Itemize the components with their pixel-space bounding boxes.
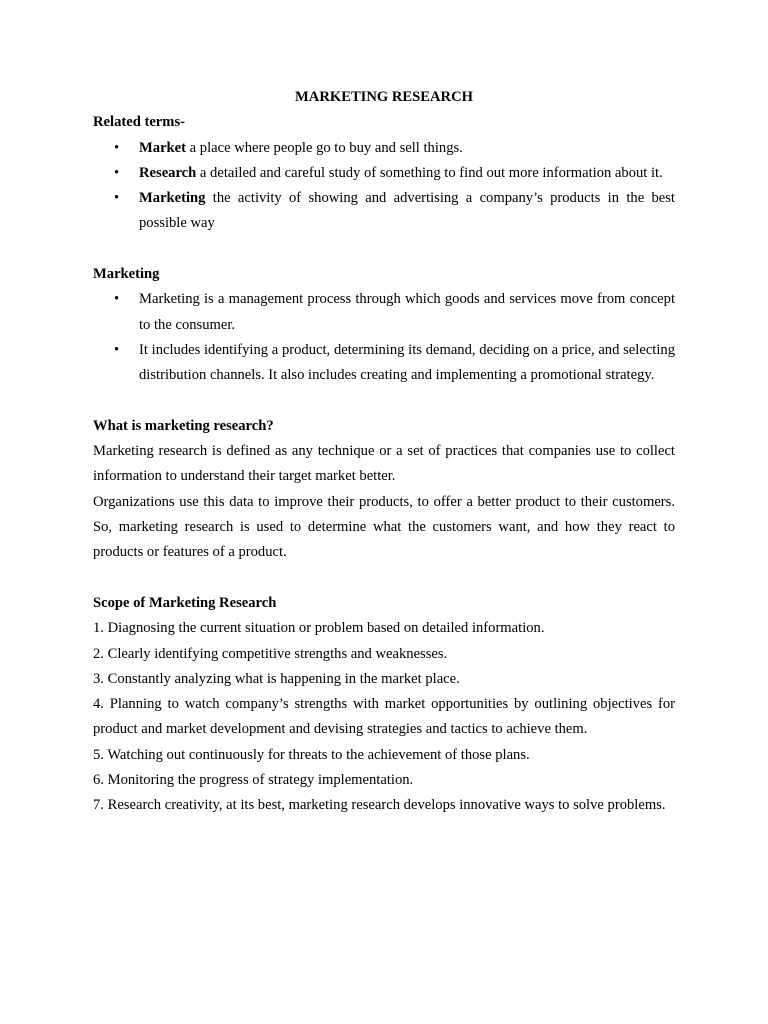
list-item: 7. Research creativity, at its best, marketing research develops innovative ways to solve problems. <box>93 797 666 814</box>
list-item <box>93 287 675 338</box>
paragraph: Organizations use this data to improve their products, to offer a better product to their customers. So, marketing research is used to determine what the customers want, and how they react to products or features of a product. <box>93 493 675 561</box>
marketing-heading: Marketing <box>93 266 160 283</box>
document-title: MARKETING RESEARCH <box>295 89 473 105</box>
list-item-text: It includes identifying a product, determining its demand, deciding on a price, and selecting distribution channels. It also includes creating and implementing a promotional strategy. <box>139 341 675 384</box>
list-item <box>93 338 675 389</box>
list-item <box>93 136 675 161</box>
list-item: 1. Diagnosing the current situation or problem based on detailed information. <box>93 620 545 637</box>
marketing-list <box>93 287 675 388</box>
related-terms-list <box>93 136 675 237</box>
term-label: Market <box>139 139 187 156</box>
bullet-icon: • <box>114 190 120 207</box>
bullet-icon: • <box>114 164 120 181</box>
paragraph: Marketing research is defined as any technique or a set of practices that companies use to collect information to understand their target market better. <box>93 443 675 485</box>
list-item <box>93 186 675 237</box>
term-definition: a place where people go to buy and sell things. <box>186 139 463 156</box>
spacer <box>93 389 675 414</box>
spacer <box>93 566 675 591</box>
term-definition: the activity of showing and advertising a company’s products in the best possible way <box>139 190 675 232</box>
spacer <box>93 237 675 262</box>
list-item: 3. Constantly analyzing what is happening in the market place. <box>93 670 460 687</box>
scope-heading: Scope of Marketing Research <box>93 594 277 611</box>
list-item-text: Marketing is a management process through which goods and services move from concept to the consumer. <box>139 291 675 333</box>
document-page <box>93 85 675 819</box>
list-item: 2. Clearly identifying competitive strengths and weaknesses. <box>93 645 448 662</box>
what-is-heading: What is marketing research? <box>93 417 274 434</box>
list-item: 6. Monitoring the progress of strategy implementation. <box>93 772 414 789</box>
bullet-icon: • <box>114 291 120 308</box>
bullet-icon: • <box>114 139 120 156</box>
term-label: Research <box>139 164 197 181</box>
term-definition: a detailed and careful study of something to find out more information about it. <box>196 164 663 181</box>
list-item: 4. Planning to watch company’s strengths with market opportunities by outlining objectives for product and market development and devising strategies and tactics to achieve them. <box>93 696 675 738</box>
list-item: 5. Watching out continuously for threats to the achievement of those plans. <box>93 746 530 763</box>
bullet-icon: • <box>114 341 120 358</box>
scope-list <box>93 616 675 818</box>
list-item <box>93 161 675 186</box>
related-terms-heading: Related terms- <box>93 114 185 131</box>
term-label: Marketing <box>139 190 206 207</box>
